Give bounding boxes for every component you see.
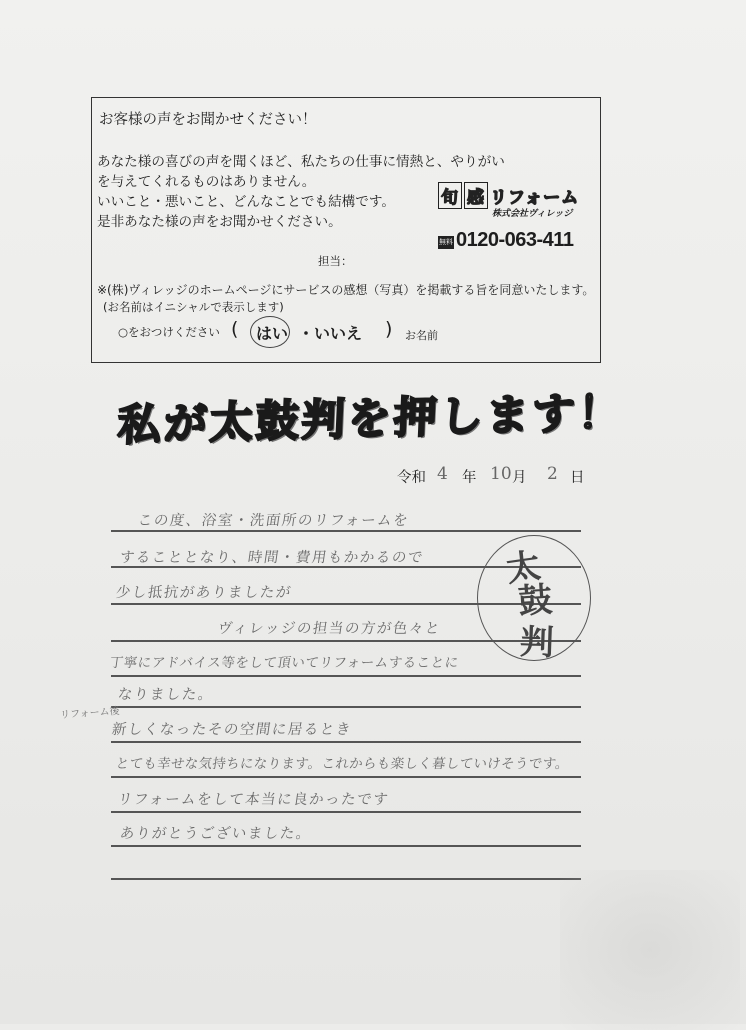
date-day-value: 2 xyxy=(547,464,558,484)
stamp-char-1: 太 xyxy=(503,545,544,591)
form-body-line-2: を与えてくれるものはありません。 xyxy=(97,174,316,190)
name-label: お名前 xyxy=(405,329,438,342)
paren-open: ( xyxy=(231,318,239,340)
option-no[interactable]: いいえ xyxy=(314,324,363,343)
circle-instruction: ○をおつけください xyxy=(118,325,220,339)
handwritten-line-4: ヴィレッジの担当の方が色々と xyxy=(216,621,442,637)
ruled-line xyxy=(111,776,581,778)
consent-text: ※(株)ヴィレッジのホームページにサービスの感想（写真）を掲載する旨を同意いたします。 xyxy=(97,283,595,297)
company-logo xyxy=(438,182,580,219)
ruled-line xyxy=(111,845,581,847)
phone-number: 0120-063-411 xyxy=(456,229,574,251)
logo-kanji-1: 旬 xyxy=(438,182,462,209)
handwritten-side-note: リフォーム後 xyxy=(59,705,120,722)
date-month-label: 月 xyxy=(512,470,527,486)
handwritten-line-2: することとなり、時間・費用もかかるので xyxy=(118,550,425,566)
form-body-line-4: 是非あなた様の声をお聞かせください。 xyxy=(97,214,342,230)
form-body-line-1: あなた様の喜びの声を聞くほど、私たちの仕事に情熱と、やりがい xyxy=(97,154,505,170)
ruled-line xyxy=(111,878,581,880)
ruled-line xyxy=(111,675,581,677)
ruled-line xyxy=(111,811,581,813)
ruled-line xyxy=(111,741,581,743)
handwritten-line-10: ありがとうございました。 xyxy=(118,826,313,842)
date-era: 令和 xyxy=(397,470,426,486)
stamp-char-2: 鼓 xyxy=(516,579,554,623)
form-title: お客様の声をお聞かせください！ xyxy=(99,112,317,128)
date-day-label: 日 xyxy=(570,470,585,486)
date-year-label: 年 xyxy=(462,470,477,486)
handwritten-line-6: なりました。 xyxy=(116,687,215,703)
option-separator: ・ xyxy=(298,324,315,343)
handwritten-line-5: 丁寧にアドバイス等をして頂いてリフォームすることに xyxy=(108,655,460,671)
paren-close: ) xyxy=(385,318,393,340)
handwritten-line-3: 少し抵抗がありましたが xyxy=(114,585,293,601)
logo-wordmark-rest: リフォーム xyxy=(490,188,580,208)
date-month-value: 10 xyxy=(490,464,512,484)
paper-smudge xyxy=(560,870,740,1030)
logo-kanji-2: 感 xyxy=(464,182,488,209)
free-dial-icon: 無料 xyxy=(438,236,454,249)
ruled-line xyxy=(111,706,581,708)
consent-note: (お名前はイニシャルで表示します) xyxy=(103,300,284,314)
headline: 私が太鼓判を押します！ xyxy=(116,387,625,452)
company-name: 株式会社ヴィレッジ xyxy=(492,209,573,219)
option-yes[interactable]: はい xyxy=(256,324,289,343)
logo-wordmark xyxy=(438,182,579,209)
handwritten-line-7: 新しくなったその空間に居るとき xyxy=(110,722,353,738)
stamp-char-3: 判 xyxy=(519,622,555,664)
handwritten-line-8: とても幸せな気持ちになります。これからも楽しく暮していけそうです。 xyxy=(114,756,571,772)
staff-label: 担当： xyxy=(318,254,353,268)
handwritten-line-9: リフォームをして本当に良かったです xyxy=(116,792,391,808)
date-year-value: 4 xyxy=(437,464,448,484)
form-body-line-3: いいこと・悪いこと、どんなことでも結構です。 xyxy=(97,194,395,210)
ruled-line xyxy=(111,530,581,532)
handwritten-line-1: この度、浴室・洗面所のリフォームを xyxy=(136,513,411,529)
